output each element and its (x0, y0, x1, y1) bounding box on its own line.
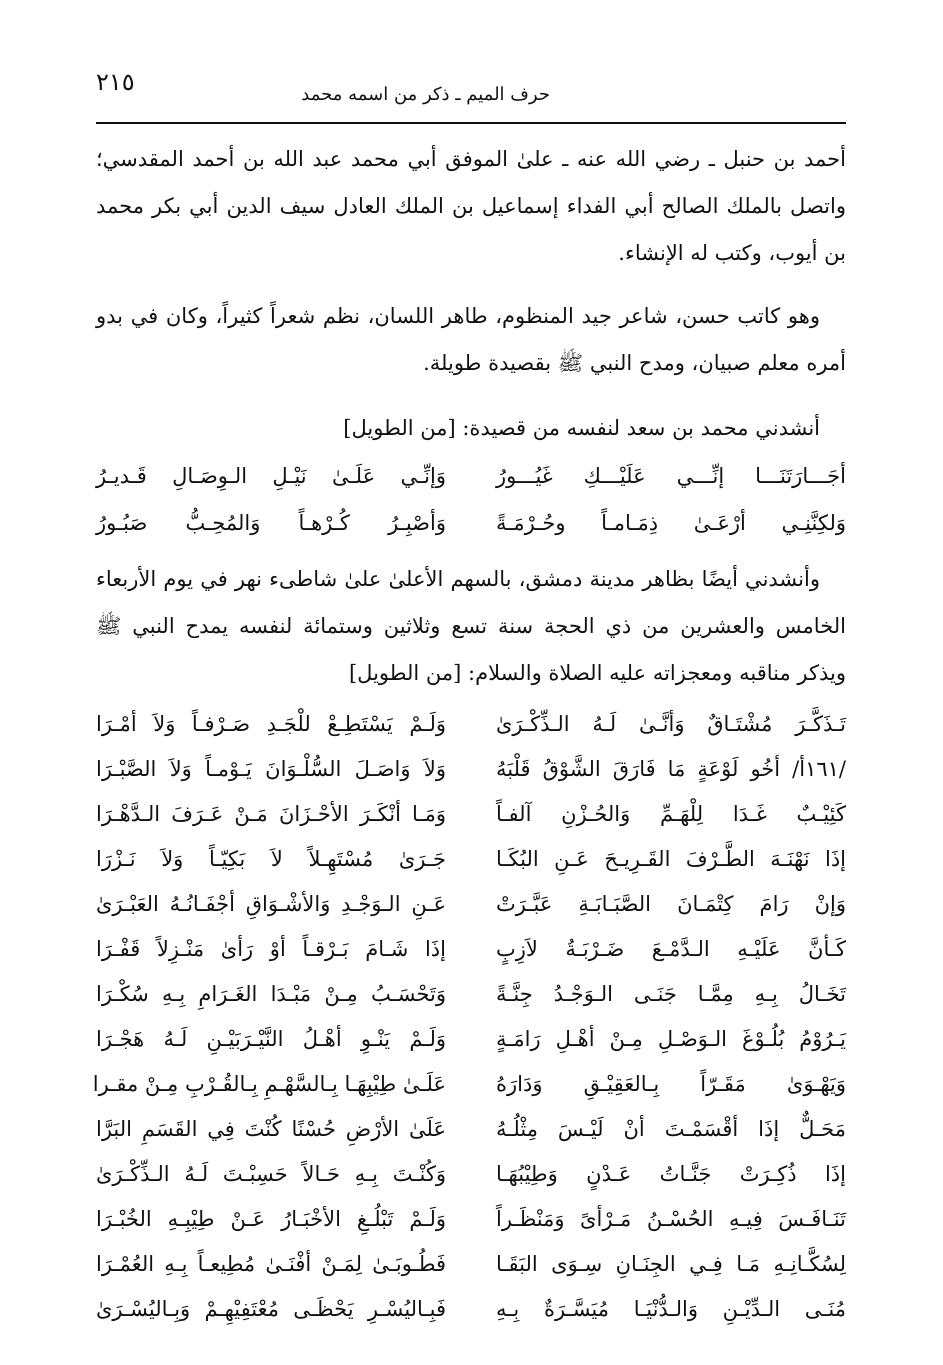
second-hemistich: وَلَـمْ يَسْتَطِـعْ للْجَـدِ صَـرْفـاً وَلاَ أمْـرَا (96, 711, 446, 736)
verse-line (96, 1106, 846, 1151)
meter-label: [من الطويل] (348, 661, 462, 685)
header-rule (96, 122, 846, 124)
poem-short (96, 452, 846, 546)
first-hemistich: مُنَـى الـدِّيْـنِ وَالـدُّنْيَـا مُيَسَّـرَةٌ بِـهِ (496, 1296, 846, 1321)
second-hemistich: وَمَـا أنْكَـرَ الأحْـزَانَ مَـنْ عَـرَفَ الـدَّهْـرَا (96, 801, 446, 826)
second-hemistich: وَأصْبِـرُ كُـرْهـاً وَالمُحِـبُّ صَبُـورُ (96, 510, 446, 535)
first-hemistich: وَإنْ رَامَ كِتْمَـانَ الصَّبَـابَـةِ عَبَّـرَتْ (496, 891, 846, 916)
first-hemistich: تَخَـالُ بِـهِ مِمَّـا جَنَـى الـوَجْـدُ جِنَّـةً (496, 981, 846, 1006)
verse-line (96, 836, 846, 881)
second-hemistich: وَلاَ وَاصَـلَ السُّلْـوَانَ يَـوْمـاً وَلاَ الصَّبْـرَا (96, 756, 446, 781)
page-body (92, 130, 846, 1331)
verse-line (92, 1061, 846, 1106)
verse-line (96, 881, 846, 926)
second-hemistich: وَإنِّـي عَلَـىٰ نَيْـلِ الـوِصَـالِ قَـديـرُ (96, 463, 446, 488)
second-hemistich: عَـنِ الـوَجْـدِ وَالأشْـوَاقِ أجْفَـانُـهُ العَبْـرَىٰ (96, 891, 446, 916)
second-hemistich: وَلَـمْ تَبْلُـغِ الأخْبَـارُ عَـنْ طِيْبِـهِ الخُبْـرَا (96, 1206, 446, 1231)
first-hemistich: يَـرُوْمُ بُلُـوْغَ الـوَصْـلِ مِـنْ أهْـلِ رَامَـةٍ (496, 1026, 846, 1051)
paragraph-poem-intro-2 (96, 556, 846, 697)
verse-line (96, 746, 846, 791)
verse-line (96, 499, 846, 546)
meter-label: [من الطويل] (343, 416, 456, 440)
verse-line (96, 1196, 846, 1241)
verse-line (96, 1016, 846, 1061)
page-number: ٢١٥ (96, 68, 135, 96)
verse-line (96, 791, 846, 836)
second-hemistich: فَطُـوبَـىٰ لِمَـنْ أفْنَـىٰ مُطِيعـاً بِـهِ العُمْـرَا (96, 1251, 446, 1276)
verse-line (96, 926, 846, 971)
second-hemistich: عَلَىٰ الأرْضِ حُسْنًا كُنْتَ فِي القَسَمِ البَرَّا (96, 1116, 446, 1141)
verse-line (96, 971, 846, 1016)
verse-line (96, 1151, 846, 1196)
poem-intro-text: أنشدني محمد بن سعد لنفسه من قصيدة: (462, 416, 820, 440)
second-hemistich: وَكُنْـتَ بِـهِ حَـالاً حَسِبْـتَ لَـهُ الـذِّكْـرَىٰ (96, 1161, 446, 1186)
first-hemistich: مَحَـلٌّ إذَا أقْسَمْـتَ أنْ لَيْـسَ مِثْلُـهُ (496, 1116, 846, 1141)
page-header (96, 62, 846, 112)
second-hemistich: فَبِـاليُسْـرِ يَحْظَـى مُعْتَفِيْهِـمْ وَبِـاليُسْـرَىٰ (96, 1296, 446, 1321)
first-hemistich: كَـأنَّ عَلَيْـهِ الـدَّمْـعَ ضَـرْبَـةُ لاَزِبٍ (496, 936, 846, 961)
verse-line (96, 701, 846, 746)
verse-line (96, 1286, 846, 1331)
second-hemistich: عَلَـىٰ طِيْبِهَـا بِـالسَّهْـمِ بِـالقُـرْبِ مِـنْ مقـرا (92, 1071, 446, 1096)
poem-intro-text: وأنشدني أيضًا بظاهر مدينة دمشق، بالسهم الأعلىٰ علىٰ شاطىء نهر في يوم الأربعاء الخامس والعشرين من ذي الحجة سنة تسع وثلاثين وستمائة لنفسه يمدح النبي ﷺ ويذكر مناقبه ومعجزاته عليه الصلاة والسلام: (96, 567, 846, 685)
first-hemistich: تَنَـافَـسَ فِيـهِ الحُسْـنُ مَـرْأىً وَمَنْظَـراً (496, 1206, 846, 1231)
verse-line (96, 452, 846, 499)
first-hemistich: /١٦١أ/ أخُو لَوْعَةٍ مَا فَارَقَ الشَّوْقُ قَلْبَهُ (496, 756, 846, 781)
running-title: حرف الميم ـ ذكر من اسمه محمد (301, 84, 550, 105)
second-hemistich: وَتَحْسَـبُ مِـنْ مَبْـدَا الغَـرَامِ بِـهِ سُكْـرَا (96, 981, 446, 1006)
first-hemistich: وَلكِنَّنِـي أرْعَـىٰ ذِمَـامـاً وحُـرْمَـةً (496, 510, 846, 535)
first-hemistich: لِسُكَّـانِـهِ مَـا فِـي الجِنَـانِ سِـوَى البَقَـا (496, 1251, 846, 1276)
second-hemistich: وَلَـمْ يَنْـوِ أهْـلُ النَّيْـرَبَيْـنِ لَـهُ هَجْـرَا (96, 1026, 446, 1051)
first-hemistich: وَيَهْـوَىٰ مَقَـرّاً بِـالعَقِيْـقِ وَدَارَهُ (496, 1071, 846, 1096)
second-hemistich: إذَا شَـامَ بَـرْقـاً أوْ رَأىٰ مَنْـزِلاً قَفْـرَا (96, 936, 446, 961)
first-hemistich: إذَا ذُكِـرَتْ جَنَّـاتُ عَـدْنٍ وَطِيْبُهَـا (496, 1161, 846, 1186)
first-hemistich: أجَـــارَتَنَـــا إنِّـــي عَلَيْـــكِ غَيُـــورُ (496, 463, 846, 488)
poem-long (92, 701, 846, 1331)
paragraph-biography: أحمد بن حنبل ـ رضي الله عنه ـ علىٰ الموفق أبي محمد عبد الله بن أحمد المقدسي؛ واتصل بالملك الصالح أبي الفداء إسماعيل بن الملك العادل سيف الدين أبي بكر محمد بن أيوب، وكتب له الإنشاء. (96, 147, 846, 265)
first-hemistich: إذَا نَهْنَـهَ الطَّـرْفَ القَـرِيـحَ عَـنِ البُكَـا (496, 846, 846, 871)
second-hemistich: جَـرَىٰ مُسْتَهِـلاً لاَ بَكِيّـاً وَلاَ نَـزْرَا (96, 846, 446, 871)
paragraph-poem-intro-1 (96, 405, 846, 452)
first-hemistich: كَئِيْـبٌ غَـدَا لِلْهَـمِّ وَالحُـزْنِ آلفـاً (496, 801, 846, 826)
verse-line (96, 1241, 846, 1286)
paragraph-description: وهو كاتب حسن، شاعر جيد المنظوم، طاهر اللسان، نظم شعراً كثيراً، وكان في بدو أمره معلم صبيان، ومدح النبي ﷺ بقصيدة طويلة. (96, 304, 846, 375)
first-hemistich: تَـذَكَّـرَ مُشْتَـاقٌ وَأنَّـىٰ لَـهُ الـذِّكْـرَىٰ (496, 711, 846, 736)
